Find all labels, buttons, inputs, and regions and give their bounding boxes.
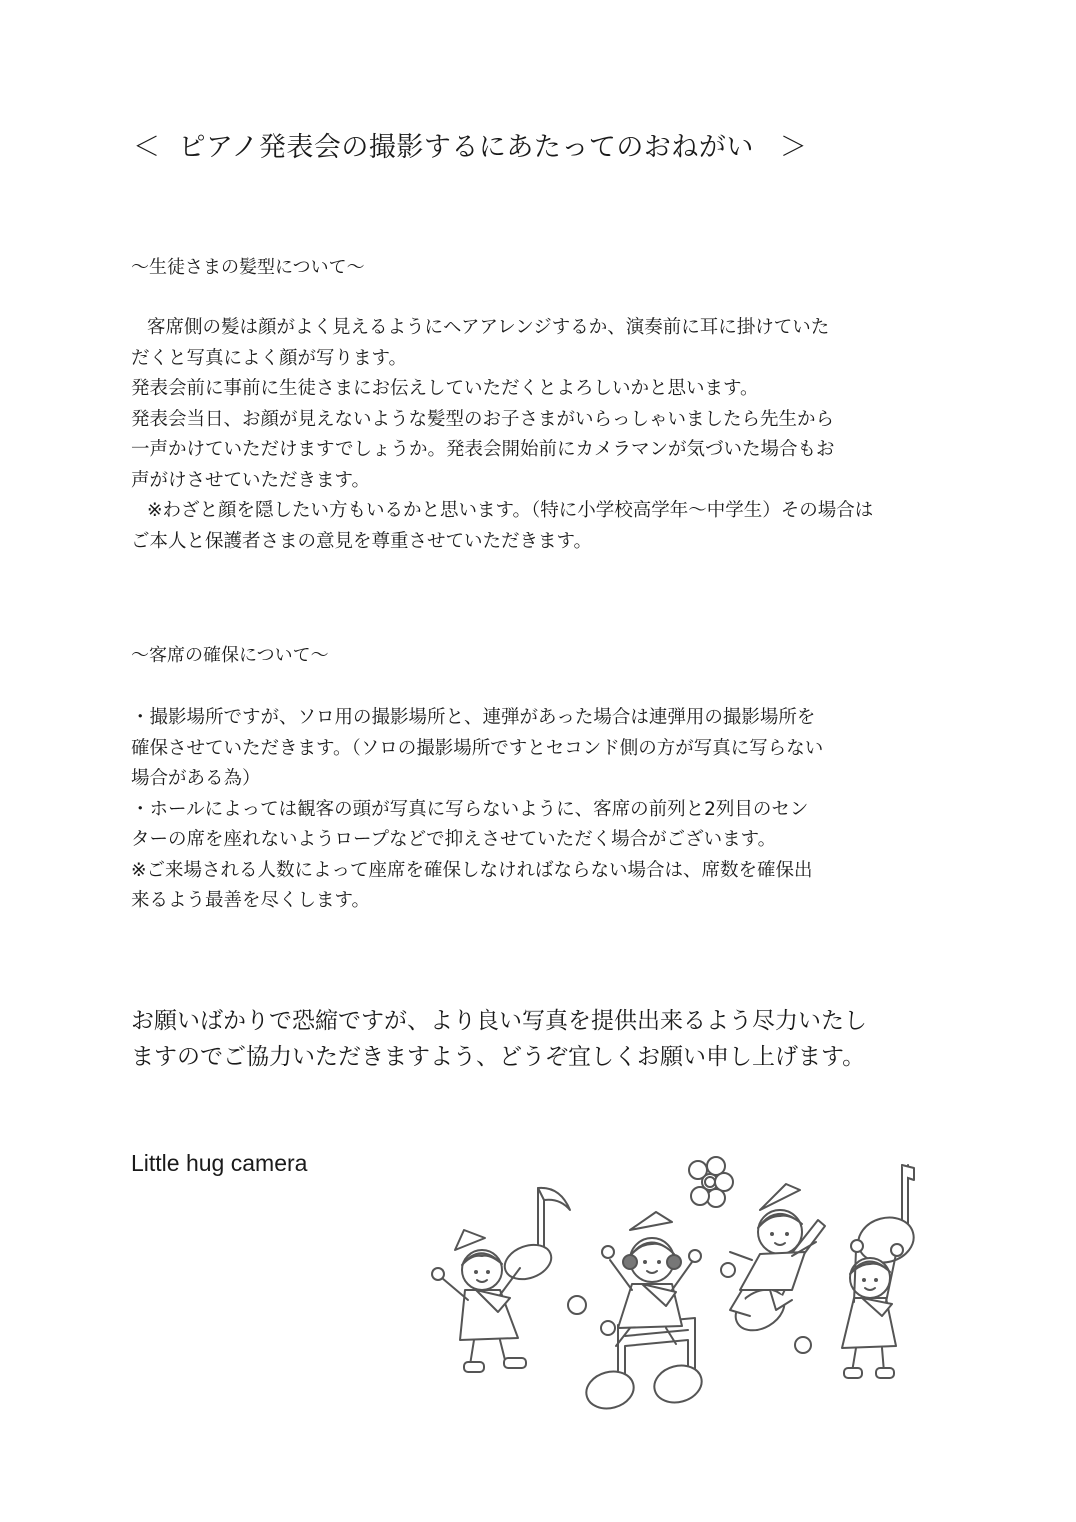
paragraph-line: 確保させていただきます。（ソロの撮影場所ですとセコンド側の方が写真に写らない: [131, 737, 824, 759]
flower-icon: [689, 1157, 733, 1207]
paragraph-line: だくと写真によく顔が写ります。: [131, 347, 408, 369]
bubble-icon: [568, 1296, 586, 1314]
title-text: ピアノ発表会の撮影するにあたってのおねがい: [178, 132, 754, 163]
paragraph-line: ※ご来場される人数によって座席を確保しなければならない場合は、席数を確保出: [131, 859, 813, 881]
section-body-hairstyle: [131, 313, 961, 557]
bubble-icon: [601, 1321, 615, 1335]
page-title: [133, 128, 933, 168]
paragraph-line: 一声かけていただけますでしょうか。発表会開始前にカメラマンが気づいた場合もお: [131, 439, 835, 460]
paragraph-line: ※わざと顔を隠したい方もいるかと思います。（特に小学校高学年～中学生）その場合は: [147, 500, 874, 521]
paragraph-line: 発表会前に事前に生徒さまにお伝えしていただくとよろしいかと思います。: [131, 378, 759, 399]
children-music-notes-illustration: [420, 1150, 940, 1450]
paragraph-line: ・ホールによっては観客の頭が写真に写らないように、客席の前列と2列目のセン: [131, 798, 809, 820]
closing-message: [131, 1003, 961, 1075]
child-figure-right-center: [730, 1184, 816, 1316]
closing-line: お願いばかりで恐縮ですが、より良い写真を提供出来るよう尽力いたし: [131, 1008, 867, 1034]
child-figure-left: [432, 1230, 526, 1372]
music-note-icon: [500, 1188, 570, 1285]
beamed-notes-icon: [582, 1318, 706, 1414]
bubble-icon: [795, 1337, 811, 1353]
paragraph-line: ご本人と保護者さまの意見を尊重させていただきます。: [131, 530, 593, 552]
music-note-icon: [853, 1165, 918, 1268]
paragraph-line: 発表会当日、お顔が見えないような髪型のお子さまがいらっしゃいましたら先生から: [131, 408, 835, 430]
section-heading-hairstyle: ～生徒さまの髪型について～: [131, 257, 365, 278]
section-heading-seating: ～客席の確保について～: [131, 645, 329, 666]
paragraph-line: 客席側の髪は顔がよく見えるようにヘアアレンジするか、演奏前に耳に掛けていた: [147, 317, 830, 338]
signature: Little hug camera: [131, 1150, 308, 1176]
paragraph-line: ・撮影場所ですが、ソロ用の撮影場所と、連弾があった場合は連弾用の撮影場所を: [131, 707, 816, 728]
title-close-bracket: ＞: [779, 132, 808, 163]
child-figure-right: [842, 1240, 903, 1378]
paragraph-line: 来るよう最善を尽くします。: [131, 890, 371, 911]
closing-line: ますのでご協力いただきますよう、どうぞ宜しくお願い申し上げます。: [131, 1044, 866, 1070]
title-open-bracket: ＜: [133, 132, 161, 163]
bubble-icon: [721, 1263, 735, 1277]
paragraph-line: 場合がある為）: [131, 768, 261, 789]
section-body-seating: [131, 703, 961, 917]
paragraph-line: ターの席を座れないようロープなどで抑えさせていただく場合がございます。: [131, 829, 777, 850]
paragraph-line: 声がけさせていただきます。: [131, 469, 371, 491]
